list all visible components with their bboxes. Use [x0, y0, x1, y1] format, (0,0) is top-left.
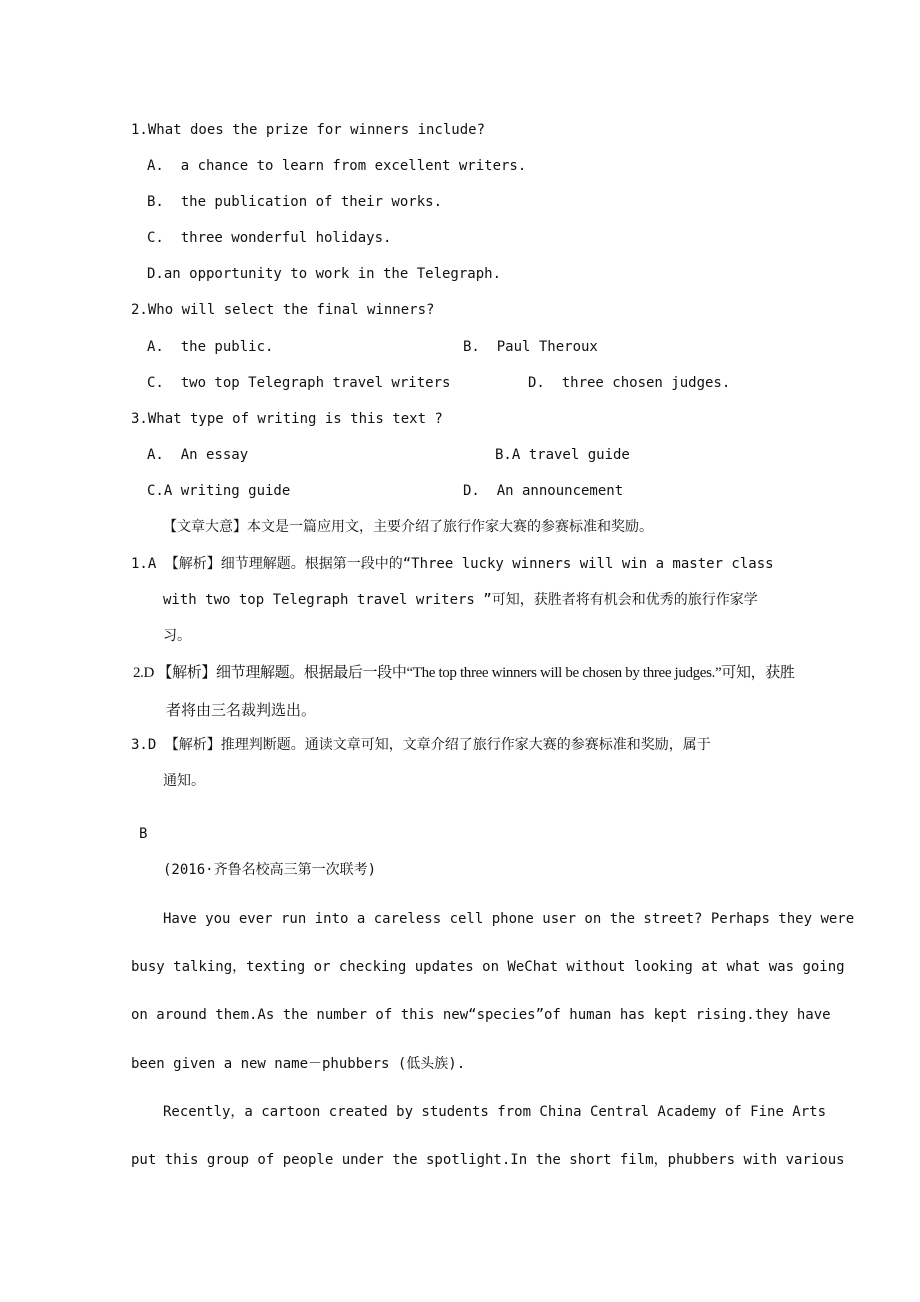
- passage-line-2: busy talking，texting or checking updates on WeChat without looking at what was going: [131, 959, 845, 975]
- explanation-1-line-1: 1.A 【解析】细节理解题。根据第一段中的“Three lucky winners will win a master class: [131, 556, 774, 572]
- question-2-option-a: A. the public.: [147, 339, 274, 355]
- explanation-1-line-2: with two top Telegraph travel writers ”可知，获胜者将有机会和优秀的旅行作家学: [163, 592, 758, 608]
- passage-line-5: Recently，a cartoon created by students from China Central Academy of Fine Arts: [163, 1104, 827, 1120]
- article-summary: 【文章大意】本文是一篇应用文，主要介绍了旅行作家大赛的参赛标准和奖励。: [163, 519, 653, 535]
- passage-label: B: [139, 826, 148, 842]
- question-3-option-d: D. An announcement: [463, 483, 624, 499]
- question-1-option-d: D.an opportunity to work in the Telegraph.: [147, 266, 502, 282]
- question-1-option-b: B. the publication of their works.: [147, 194, 443, 210]
- explanation-3-line-1: 3.D 【解析】推理判断题。通读文章可知，文章介绍了旅行作家大赛的参赛标准和奖励，属于: [131, 737, 711, 753]
- explanation-3-line-2: 通知。: [163, 773, 205, 789]
- question-3-stem: 3.What type of writing is this text ?: [131, 411, 443, 427]
- question-1-option-a: A. a chance to learn from excellent writers.: [147, 158, 527, 174]
- explanation-1-line-3: 习。: [163, 628, 191, 644]
- passage-line-6: put this group of people under the spotlight.In the short film，phubbers with various: [131, 1152, 845, 1168]
- question-2-option-c: C. two top Telegraph travel writers: [147, 375, 451, 391]
- passage-line-4: been given a new name－phubbers (低头族).: [131, 1056, 466, 1072]
- question-2-option-d: D. three chosen judges.: [528, 375, 731, 391]
- question-1-stem: 1.What does the prize for winners include?: [131, 122, 486, 138]
- passage-source: (2016·齐鲁名校高三第一次联考): [163, 862, 377, 878]
- question-3-option-a: A. An essay: [147, 447, 249, 463]
- explanation-2-line-1: 2.D 【解析】细节理解题。根据最后一段中“The top three winners will be chosen by three judges.”可知，获胜: [133, 665, 795, 681]
- question-3-option-c: C.A writing guide: [147, 483, 291, 499]
- passage-line-3: on around them.As the number of this new“species”of human has kept rising.they have: [131, 1007, 831, 1023]
- passage-line-1: Have you ever run into a careless cell phone user on the street? Perhaps they were: [163, 911, 855, 927]
- question-2-option-b: B. Paul Theroux: [463, 339, 598, 355]
- question-3-option-b: B.A travel guide: [495, 447, 630, 463]
- question-1-option-c: C. three wonderful holidays.: [147, 230, 392, 246]
- explanation-2-line-2: 者将由三名裁判选出。: [166, 703, 317, 719]
- question-2-stem: 2.Who will select the final winners?: [131, 302, 435, 318]
